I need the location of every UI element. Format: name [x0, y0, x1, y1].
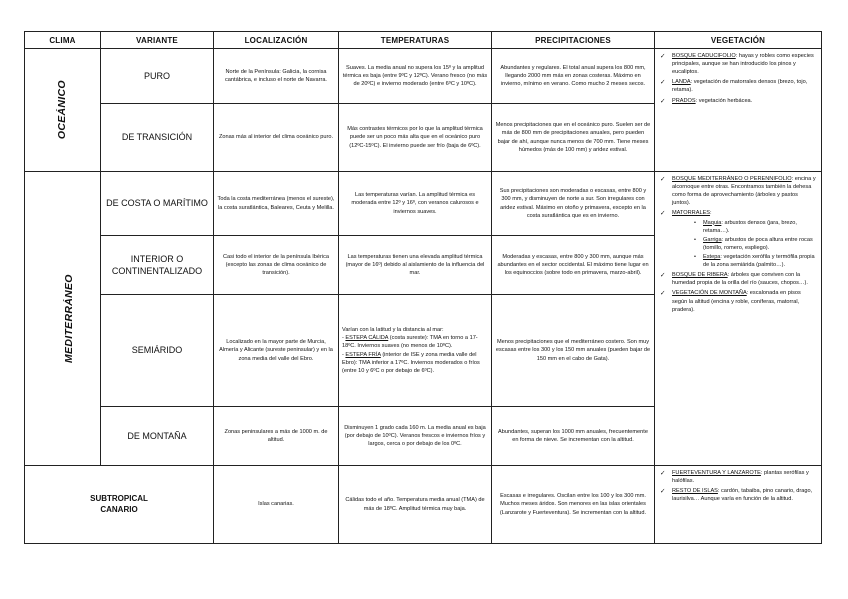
- precipitaciones-montana: Abundantes, superan los 1000 mm anuales, frecuentemente en forma de nieve. Se incrementan con la altitud.: [492, 407, 655, 466]
- temperaturas-montana: Disminuyen 1 grado cada 160 m. La media anual es baja (por debajo de 10ºC). Veranos frescos e inviernos fríos y largos, cerca o por debajo de los 0ºC.: [339, 407, 492, 466]
- localizacion-semiarido: Localizado en la mayor parte de Murcia, Almería y Alicante (sureste peninsular) y en la zona media del valle del Ebro.: [214, 295, 339, 407]
- precipitaciones-semiarido: Menos precipitaciones que el mediterráneo costero. Son muy escasas entre los 300 y los 150 mm anuales (pueden bajar de 150 mm en el cabo de Gata).: [492, 295, 655, 407]
- localizacion-interior: Casi todo el interior de la península Ibérica (excepto las zonas de clima oceánico de transición).: [214, 236, 339, 295]
- variante-semiarido: SEMIÁRIDO: [101, 295, 214, 407]
- clima-oceanico-label: OCEÁNICO: [55, 80, 68, 140]
- veg-item: ✓ MATORRALES: • Maquia: arbustos densos (jara, brezo, retama…). • Garriga: arbustos de poca altura entre rocas (tomillo, romero, espliego). • Estepa: vegetación xerófila y termófila propia de la zona semiárida (palmito…).: [659, 209, 817, 269]
- temp-subitem: - ESTEPA FRÍA (interior de ISE y zona media valle del Ebro): TMA inferior a 17ºC. Inviernos moderados o fríos (entre 10 y 6ºC o por debajo de 6ºC).: [342, 351, 480, 374]
- veg-item: ✓ BOSQUE CADUCIFOLIO: hayas y robles como especies principales, aunque se han introducido los pinos y eucaliptos.: [659, 52, 817, 76]
- vegetacion-mediterraneo: [655, 172, 822, 466]
- temperaturas-puro: Suaves. La media anual no supera los 15º y la amplitud térmica es baja (entre 9ºC y 12ºC). Verano fresco (no más de 20ºC) e invierno moderado (entre 6ºC y 10ºC).: [339, 49, 492, 104]
- header-clima: CLIMA: [25, 32, 101, 49]
- header-precipitaciones: PRECIPITACIONES: [492, 32, 655, 49]
- veg-item: ✓ VEGETACIÓN DE MONTAÑA: escalonada en pisos según la altitud (encina y roble, coníferas, matorral, pradera).: [659, 289, 817, 313]
- temp-subitem: - ESTEPA CÁLIDA (costa sureste): TMA en torno a 17-18ºC. Inviernos suaves (no menos de 10ºC).: [342, 335, 478, 350]
- veg-subitem: • Estepa: vegetación xerófila y termófila propia de la zona semiárida (palmito…).: [694, 253, 817, 269]
- localizacion-montana: Zonas peninsulares a más de 1000 m. de altitud.: [214, 407, 339, 466]
- variante-puro: PURO: [101, 49, 214, 104]
- row-med-costa: [25, 172, 822, 236]
- temperaturas-transicion: Más contrastes térmicos por lo que la amplitud térmica puede ser un poco más alta que en el oceánico puro (12ºC-15ºC). El invierno puede ser frío (baja de 6ºC).: [339, 104, 492, 172]
- vegetacion-oceanico: [655, 49, 822, 172]
- header-temperaturas: TEMPERATURAS: [339, 32, 492, 49]
- precipitaciones-puro: Abundantes y regulares. El total anual supera los 800 mm, llegando 2000 mm más en zonas costeras. Máximo en invierno, mínimo en verano. Como mucho 2 meses secos.: [492, 49, 655, 104]
- row-subtropical: [25, 466, 822, 544]
- climate-table: [24, 31, 822, 544]
- header-localizacion: LOCALIZACIÓN: [214, 32, 339, 49]
- variante-interior: INTERIOR O CONTINENTALIZADO: [101, 236, 214, 295]
- precipitaciones-interior: Moderadas y escasas, entre 800 y 300 mm, aunque más abundantes en el sector occidental. El máximo tiene lugar en los equinoccios (sobre todo en primavera, marzo-abril).: [492, 236, 655, 295]
- temperaturas-semiarido: Varían con la latitud y la distancia al mar: - ESTEPA CÁLIDA (costa sureste): TMA en torno a 17-18ºC. Inviernos suaves (no menos de 10ºC). - ESTEPA FRÍA (interior de ISE y zona media valle del Ebro): TMA inferior a 17ºC. Inviernos moderados o fríos (entre 10 y 6ºC o por debajo de 6ºC).: [339, 295, 492, 407]
- veg-item: ✓ RESTO DE ISLAS: cardón, tabaiba, pino canario, drago, laurisilva… Aunque varía en función de la altitud.: [659, 487, 817, 503]
- header-row: [25, 32, 822, 49]
- variante-montana: DE MONTAÑA: [101, 407, 214, 466]
- variante-transicion: DE TRANSICIÓN: [101, 104, 214, 172]
- veg-item: ✓ BOSQUE MEDITERRÁNEO O PERENNIFOLIO: encina y alcornoque entre otras. Encontramos también la dehesa como forma de aprovechamiento (árboles y pastos juntos).: [659, 175, 817, 207]
- localizacion-transicion: Zonas más al interior del clima oceánico puro.: [214, 104, 339, 172]
- vegetacion-subtropical: [655, 466, 822, 544]
- header-variante: VARIANTE: [101, 32, 214, 49]
- veg-item: ✓ FUERTEVENTURA Y LANZAROTE: plantas xerófilas y halófilas.: [659, 469, 817, 485]
- clima-oceanico-cell: [25, 49, 101, 172]
- temperaturas-interior: Las temperaturas tienen una elevada amplitud térmica (mayor de 16º) debido al aislamiento de la influencia del mar.: [339, 236, 492, 295]
- precipitaciones-transicion: Menos precipitaciones que en el oceánico puro. Suelen ser de más de 800 mm de precipitaciones anuales, pero pueden bajar de ahí, aunque nunca menos de 700 mm. Tiene meses húmedos (más de 100 mm) y aridez estival.: [492, 104, 655, 172]
- veg-item: ✓ BOSQUE DE RIBERA: árboles que conviven con la humedad propia de la orilla del río (sauces, chopos…).: [659, 271, 817, 287]
- row-oceanico-puro: [25, 49, 822, 104]
- veg-subitem: • Garriga: arbustos de poca altura entre rocas (tomillo, romero, espliego).: [694, 236, 817, 252]
- clima-subtropical: [25, 466, 214, 544]
- temperaturas-subtropical: Cálidas todo el año. Temperatura media anual (TMA) de más de 18ºC. Amplitud térmica muy baja.: [339, 466, 492, 544]
- clima-subtropical-line1: SUBTROPICAL: [90, 494, 148, 504]
- variante-costa: DE COSTA O MARÍTIMO: [101, 172, 214, 236]
- veg-item: ✓ LANDA: vegetación de matorrales densos (brezo, tojo, retama).: [659, 78, 817, 94]
- temperaturas-costa: Las temperaturas varían. La amplitud térmica es moderada entre 12º y 16º, con veranos calurosos e inviernos suaves.: [339, 172, 492, 236]
- localizacion-puro: Norte de la Península: Galicia, la cornisa cantábrica, e incluso el norte de Navarra.: [214, 49, 339, 104]
- veg-item: ✓ PRADOS: vegetación herbácea.: [659, 97, 817, 105]
- clima-mediterraneo-cell: [25, 172, 101, 466]
- precipitaciones-costa: Sus precipitaciones son moderadas o escasas, entre 800 y 300 mm, y disminuyen de norte a sur. Son irregulares con aridez estival. Máximo en otoño y primavera, excepto en la costa suratlántica que es en invierno.: [492, 172, 655, 236]
- clima-mediterraneo-label: MEDITERRÁNEO: [62, 274, 75, 363]
- localizacion-subtropical: Islas canarias.: [214, 466, 339, 544]
- header-vegetacion: VEGETACIÓN: [655, 32, 822, 49]
- localizacion-costa: Toda la costa mediterránea (menos el sureste), la costa suratlántica, Baleares, Ceuta y Melilla.: [214, 172, 339, 236]
- veg-subitem: • Maquia: arbustos densos (jara, brezo, retama…).: [694, 219, 817, 235]
- clima-subtropical-line2: CANARIO: [100, 504, 138, 514]
- precipitaciones-subtropical: Escasas e irregulares. Oscilan entre los 100 y los 300 mm. Muchos meses áridos. Son menores en las islas orientales (Lanzarote y Fuerteventura). Se incrementan con la altitud.: [492, 466, 655, 544]
